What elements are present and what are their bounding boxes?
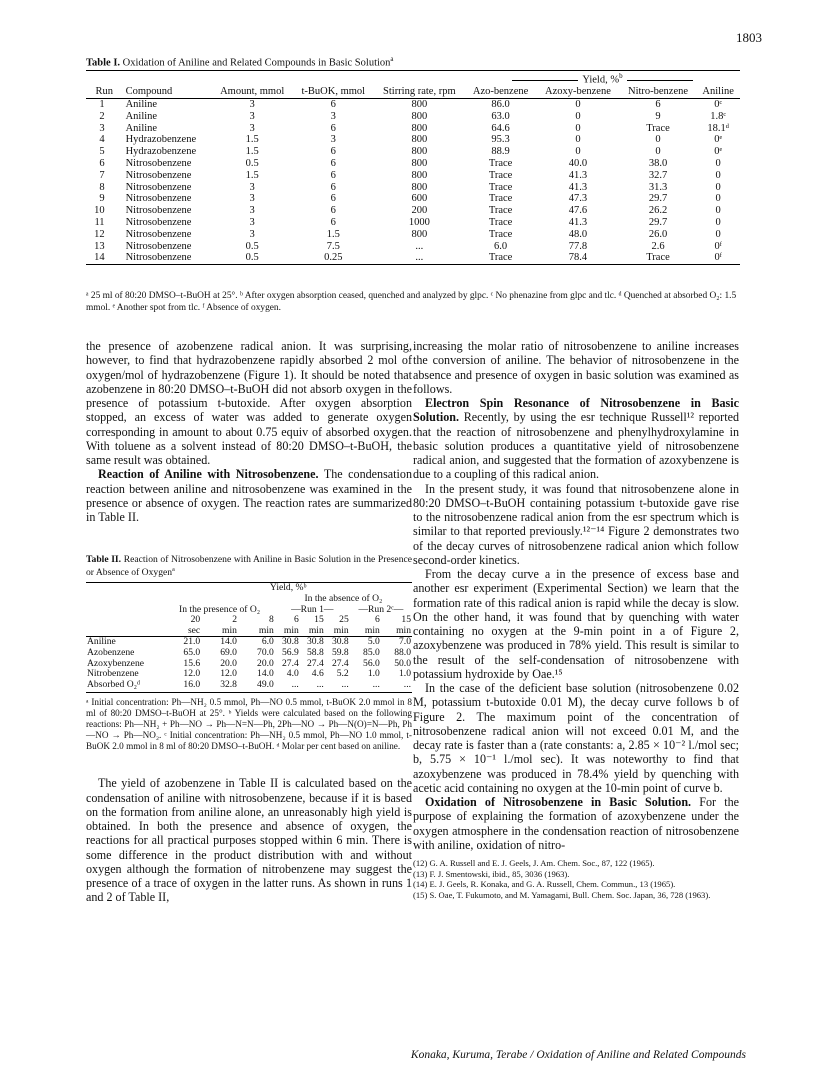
table-cell: 49.0: [257, 678, 274, 690]
table-cell: Hydrazobenzene: [125, 146, 197, 158]
right-paragraph-4: From the decay curve a in the presence of excess base and another esr experiment (Experimental Section) we learn that the formation rate of this radical anion is rapid while the decay is slow. On the other hand, it was found that by quenching with water containing no oxygen at the 9-min point in a of Figure 2, azoxybenzene was produced in 78% yield. This result is similar to the result of the self-condensation of nitrosobenzene with potassium hydroxide by Oae.¹⁵: [413, 567, 739, 681]
table2-run1-header: —Run 1—: [291, 603, 334, 615]
table-cell: Trace: [488, 217, 513, 229]
table-cell: ...: [403, 678, 411, 690]
table2-yield-header: Yield, %ᵇ: [269, 582, 307, 594]
table-cell: 41.3: [568, 181, 588, 193]
table-cell: 5.2: [336, 668, 349, 680]
table-cell: Absorbed O₂ᵈ: [87, 678, 140, 690]
table2-caption: Table II. Reaction of Nitrosobenzene with Aniline in Basic Solution in the Presence or Absence of Oxygen$^a$: [86, 554, 413, 579]
table2-footnotes: ᵃ Initial concentration: Ph—NH₂ 0.5 mmol, Ph—NO 0.5 mmol, t-BuOK 2.0 mmol in 8 ml of 80:20 DMSO–t-BuOH at 25°. ᵇ Yields were calculated based on the following reactions: Ph—NH₂ + Ph—NO → Ph—N=N—Ph, 2Ph—NO → Ph—N(O)=N—Ph, Ph—NO → Ph—NO₂. ᶜ Initial concentration: Ph—NH₂ 0.5 mmol, Ph—NO 1.0 mmol, t-BuOK 2.0 mmol in 8 ml of 80:20 DMSO–t-BuOH. ᵈ Molar per cent based on aniline.: [86, 697, 412, 751]
table-cell: 800: [411, 228, 428, 240]
table-cell: 4: [99, 134, 105, 146]
table-cell: 0: [575, 110, 581, 122]
table-cell: 1000: [408, 217, 430, 229]
table2-time: 6: [375, 614, 380, 626]
table-cell: Trace: [465, 252, 536, 264]
reference-item: (14) E. J. Geels, R. Konaka, and G. A. Russell, Chem. Commun., 13 (1965).: [413, 879, 676, 890]
references: [413, 858, 739, 900]
table-cell: 12.0: [183, 668, 201, 680]
table-cell: 800: [411, 99, 428, 111]
table2-time: 8: [269, 614, 274, 626]
table1-header: Compound: [123, 86, 212, 98]
table1-header: Stirring rate, rpm: [374, 86, 465, 98]
table-cell: 800: [411, 134, 428, 146]
page-footer: Konaka, Kuruma, Terabe / Oxidation of Aniline and Related Compounds: [410, 1049, 746, 1061]
table-cell: 58.8: [306, 647, 324, 658]
table-cell: 6: [330, 181, 336, 193]
table-cell: Trace: [488, 158, 513, 170]
table-cell: 20.0: [257, 657, 274, 669]
table-cell: 47.6: [568, 205, 588, 217]
table-cell: 5.0: [367, 636, 380, 648]
table-row: [86, 229, 740, 241]
table-cell: 0: [715, 169, 721, 181]
table-cell: 47.3: [568, 193, 588, 205]
table-cell: 0: [715, 228, 721, 240]
table-cell: 15.6: [183, 657, 201, 669]
table-cell: 3: [249, 122, 255, 134]
table-cell: 27.4: [331, 657, 349, 669]
table-cell: 0: [575, 134, 581, 146]
table-cell: 6: [330, 205, 336, 217]
table-row: [86, 170, 740, 182]
table-cell: 3: [99, 122, 105, 134]
table-cell: 50.0: [394, 657, 411, 669]
table-cell: 0: [715, 205, 721, 217]
table-cell: 3: [249, 99, 255, 111]
table-cell: 13: [94, 240, 105, 252]
table-cell: Nitrosobenzene: [125, 181, 192, 193]
table-cell: 32.8: [220, 678, 237, 690]
table-cell: 64.6: [491, 122, 510, 134]
table-cell: 32.7: [648, 169, 668, 181]
table-cell: 14: [86, 252, 123, 264]
table2-time: 6: [294, 614, 299, 626]
table-cell: 6: [330, 158, 336, 170]
table-cell: Azobenzene: [87, 647, 135, 658]
table-cell: ...: [372, 678, 380, 690]
left-paragraph-2: Reaction of Aniline with Nitrosobenzene. The condensation reaction between aniline and nitrosobenzene was examined in the presence or absence of oxygen. The reaction rates are summarized in Table II.: [86, 467, 412, 524]
table1-header: t-BuOK, mmol: [293, 86, 374, 98]
table-cell: 800: [411, 146, 428, 158]
reference-item: (12) G. A. Russell and E. J. Geels, J. Am. Chem. Soc., 87, 122 (1965).: [413, 858, 655, 868]
table2-unit: min: [308, 624, 324, 636]
reference-item: (15) S. Oae, T. Fukumoto, and M. Yamagami, Bull. Chem. Soc. Japan, 36, 728 (1963).: [413, 889, 711, 900]
table-cell: 0ᵉ: [714, 134, 723, 146]
table1-header: Nitro-benzene: [620, 86, 697, 98]
table2-time: 2: [232, 614, 237, 626]
table-cell: 30.8: [282, 636, 299, 648]
table-cell: 0: [715, 217, 721, 229]
table-cell: 3: [249, 228, 255, 240]
table-cell: 0ᶠ: [696, 252, 740, 264]
table-cell: 40.0: [568, 158, 588, 170]
table-cell: 0ᶜ: [714, 99, 723, 111]
table-cell: 27.4: [282, 657, 299, 669]
table-cell: 3: [249, 110, 255, 122]
section-heading-esr: Electron Spin Resonance of Nitrosobenzene in Basic Solution.: [413, 396, 739, 425]
left-column: [86, 339, 412, 905]
table-row: [86, 193, 740, 205]
table-cell: 5: [99, 146, 105, 158]
table-cell: 0.5: [245, 240, 259, 252]
table2-unit: sec: [187, 624, 201, 636]
table1-footnotes: ᵃ 25 ml of 80:20 DMSO–t-BuOH at 25°. ᵇ After oxygen absorption ceased, quenched and analyzed by glpc. ᶜ No phenazine from glpc and tlc. ᵈ Quenched at absorbed O₂: 1.5 mmol. ᵉ Another spot from tlc. ᶠ Absence of oxygen.: [86, 291, 737, 313]
table-row: [86, 146, 740, 158]
table-cell: 0ᶠ: [714, 240, 722, 252]
table-cell: 0: [575, 122, 581, 134]
table-cell: 1.5: [326, 228, 340, 240]
table1-yield-header: Yield, %$^b$: [465, 71, 740, 87]
table-cell: 1.5: [245, 146, 259, 158]
table-cell: Nitrosobenzene: [125, 169, 192, 181]
table-cell: 0.5: [245, 158, 259, 170]
table-cell: 14.0: [220, 636, 237, 648]
table2-time: 25: [339, 614, 349, 626]
table-cell: ...: [374, 252, 465, 264]
table-cell: 95.3: [491, 134, 510, 146]
table-cell: Trace: [620, 252, 697, 264]
table-row: [86, 123, 740, 135]
right-paragraph-6: Oxidation of Nitrosobenzene in Basic Solution. For the purpose of explaining the formation of azoxybenzene under the oxygen atmosphere in the condensation reaction of nitrosobenzene with aniline, oxidation of nitro-: [413, 795, 739, 852]
table-cell: 12.0: [220, 668, 237, 680]
table-row: [86, 158, 740, 170]
table-cell: 6: [330, 146, 336, 158]
table-cell: 7.0: [399, 636, 411, 648]
table-cell: Trace: [488, 228, 513, 240]
table-cell: 0: [575, 146, 581, 158]
table-cell: 0: [715, 193, 721, 205]
table-cell: Aniline: [125, 122, 158, 134]
table-cell: Nitrosobenzene: [125, 217, 192, 229]
table-cell: 0ᵉ: [714, 146, 723, 158]
page-number: 1803: [736, 30, 762, 45]
table-cell: Nitrosobenzene: [123, 252, 212, 264]
table-cell: Trace: [488, 169, 513, 181]
table-cell: 88.9: [491, 146, 510, 158]
table1-header: Azo-benzene: [465, 86, 536, 98]
table-cell: 63.0: [491, 110, 510, 122]
table2-caption-label: Table II.: [86, 554, 122, 566]
table2-presence-header: In the presence of O₂: [179, 603, 261, 615]
right-column: [413, 339, 739, 900]
table-row: [86, 182, 740, 194]
table-cell: 16.0: [183, 678, 201, 690]
table-cell: 6: [330, 217, 336, 229]
table-cell: 30.8: [306, 636, 324, 648]
table-cell: 3: [330, 134, 336, 146]
table-cell: 6: [330, 99, 336, 111]
right-paragraph-2: Electron Spin Resonance of Nitrosobenzene in Basic Solution. Recently, by using the esr technique Russell¹² reported that the reaction of nitrosobenzene and phenylhydroxylamine in basic solution produces a quantitative yield of nitrosobenzene radical anion, and suggested that the formation of azoxybenzene is due to a coupling of this radical anion.: [413, 396, 739, 482]
table-row: [86, 99, 740, 111]
table2-time: 15: [401, 614, 411, 626]
table-cell: 200: [411, 205, 428, 217]
table-row: [86, 241, 740, 253]
table-cell: 88.0: [394, 647, 411, 658]
table2-run2-header: —Run 2ᶜ—: [358, 603, 404, 615]
table-cell: 800: [411, 158, 428, 170]
table-cell: 18.1ᵈ: [707, 122, 729, 134]
table-cell: 7.5: [326, 240, 340, 252]
table-row: [86, 217, 740, 229]
table-cell: 2.6: [651, 240, 665, 252]
table-cell: 3: [249, 193, 255, 205]
table-cell: 6: [330, 169, 336, 181]
table-cell: 1.5: [245, 134, 259, 146]
table2-unit: min: [396, 624, 411, 636]
table-cell: Azoxybenzene: [87, 657, 145, 669]
table2-unit: min: [333, 624, 349, 636]
table-row: [86, 680, 412, 691]
table-cell: 4.6: [311, 668, 324, 680]
table-cell: 11: [94, 217, 105, 229]
table1-header: Amount, mmol: [211, 86, 292, 98]
table-cell: 3: [249, 205, 255, 217]
table-cell: 0: [655, 146, 661, 158]
table-cell: Nitrosobenzene: [125, 158, 192, 170]
table-cell: 26.0: [648, 228, 668, 240]
table2-time: 20: [190, 614, 201, 626]
table-cell: Aniline: [125, 110, 158, 122]
table-cell: 9: [99, 193, 105, 205]
table-cell: 6: [330, 122, 336, 134]
table-cell: ...: [341, 678, 349, 690]
table-cell: 3: [249, 181, 255, 193]
table-cell: 800: [411, 110, 428, 122]
table-cell: 3: [249, 217, 255, 229]
table-cell: Aniline: [87, 636, 116, 648]
table-cell: Aniline: [125, 99, 158, 111]
table-cell: 38.0: [648, 158, 668, 170]
table-cell: 86.0: [491, 99, 510, 111]
right-paragraph-5: In the case of the deficient base solution (nitrosobenzene 0.02 M, potassium t-butoxide 0.01 M), the decay curve follows b of Figure 2. The maximum point of the concentration of nitrosobenzene radical anion will not exceed 0.01 M, and the decay rate is faster than a (rate constants: a, 2.85 × 10⁻² l./mol sec; b, 5.75 × 10⁻¹ l./mol sec). It was noteworthy to find that azoxybenzene was produced in 78.4% yield by quenching with acetic acid containing no oxygen at the 10-min point of curve b.: [413, 681, 739, 795]
table-row: [86, 252, 740, 264]
table1-caption: [86, 55, 394, 69]
table-cell: Trace: [488, 193, 513, 205]
table-cell: 31.3: [648, 181, 668, 193]
table-cell: 600: [411, 193, 428, 205]
table-row: [86, 205, 740, 217]
table-cell: 29.7: [648, 217, 668, 229]
table-cell: 14.0: [257, 668, 274, 680]
table-cell: 41.3: [568, 217, 588, 229]
table-cell: 48.0: [568, 228, 588, 240]
table2-caption-text: Reaction of Nitrosobenzene with Aniline in Basic Solution in the Presence or Absence of Oxygen: [86, 554, 413, 579]
table-cell: 0.25: [293, 252, 374, 264]
table-cell: 30.8: [331, 636, 349, 648]
table-row: [86, 111, 740, 123]
table-cell: 26.2: [648, 205, 668, 217]
table-cell: 800: [411, 122, 428, 134]
table1-header: Aniline: [696, 86, 740, 98]
table-cell: Trace: [646, 122, 670, 134]
table-cell: 41.3: [568, 169, 588, 181]
table-cell: Trace: [488, 205, 513, 217]
table-cell: 56.0: [363, 657, 380, 669]
table-cell: 800: [411, 181, 428, 193]
table-cell: 1.0: [367, 668, 380, 680]
table-cell: 29.7: [648, 193, 668, 205]
table-cell: 21.0: [183, 636, 201, 648]
table-cell: Hydrazobenzene: [125, 134, 197, 146]
table-cell: 8: [99, 181, 105, 193]
table-cell: 0: [715, 181, 721, 193]
table-cell: 1.0: [399, 668, 411, 680]
table1-caption-label: Table I.: [86, 57, 121, 69]
table-cell: Nitrosobenzene: [125, 205, 192, 217]
table1-caption-text: Oxidation of Aniline and Related Compounds in Basic Solution: [122, 57, 391, 69]
table-row: [86, 134, 740, 146]
table-cell: 0: [575, 99, 581, 111]
table1: [86, 70, 740, 265]
table-cell: 6: [655, 99, 661, 111]
table-cell: Nitrobenzene: [87, 668, 139, 680]
section-heading-aniline-nitroso: Reaction of Aniline with Nitrosobenzene.: [98, 467, 319, 482]
left-paragraph-1: the presence of azobenzene radical anion. It was surprising, however, to find that hydrazobenzene rapidly absorbed 2 mol of oxygen/mol of hydrazobenzene (Figure 1). It should be noted that azobenzene in 80:20 DMSO–t-BuOH did not absorb oxygen in the presence of potassium t-butoxide. After oxygen absorption stopped, an excess of water was added to generate oxygen corresponding in amount to about 0.75 equiv of absorbed oxygen. With toluene as a solvent instead of 80:20 DMSO–t-BuOH, the same result was obtained.: [86, 339, 412, 467]
table-cell: 0.5: [211, 252, 292, 264]
table2: [86, 582, 412, 690]
table-cell: 4.0: [286, 668, 299, 680]
reference-item: (13) F. J. Smentowski, ibid., 85, 3036 (1963).: [413, 868, 570, 879]
table-cell: 85.0: [363, 647, 380, 658]
table-cell: 1.5: [245, 169, 259, 181]
table-cell: Trace: [488, 181, 513, 193]
table-cell: 800: [411, 169, 428, 181]
table-cell: 1.8ᶜ: [710, 110, 727, 122]
table-cell: Nitrosobenzene: [125, 228, 192, 240]
table1-header: Run: [86, 86, 123, 98]
table-cell: 65.0: [183, 647, 201, 658]
table2-unit: min: [283, 624, 299, 636]
table-cell: ...: [291, 678, 299, 690]
right-paragraph-3: In the present study, it was found that nitrosobenzene alone in 80:20 DMSO–t-BuOH containing potassium t-butoxide gave rise to the nitrosobenzene radical anion from the esr spectrum which is similar to that reported previously.¹²⁻¹⁴ Figure 2 demonstrates two of the decay curves of nitrosobenzene radical anion which follow second-order kinetics.: [413, 481, 739, 567]
table-cell: ...: [316, 678, 324, 690]
table-cell: 6: [99, 158, 105, 170]
table1-header: Azoxy-benzene: [536, 86, 619, 98]
table-cell: 78.4: [536, 252, 619, 264]
right-paragraph-1: increasing the molar ratio of nitrosobenzene to aniline increases the conversion of aniline. The behavior of nitrosobenzene in the absence and presence of oxygen in basic solution was examined as follows.: [413, 339, 739, 396]
table-cell: 2: [99, 110, 105, 122]
table-cell: 77.8: [568, 240, 588, 252]
table-cell: 6: [330, 193, 336, 205]
table-cell: 7: [99, 169, 105, 181]
table-cell: 6.0: [494, 240, 508, 252]
table2-unit: min: [364, 624, 380, 636]
table-cell: 0: [655, 134, 661, 146]
table-cell: 59.8: [331, 647, 349, 658]
table-cell: 1: [99, 99, 105, 111]
table-cell: Nitrosobenzene: [125, 240, 192, 252]
table-cell: 0: [715, 158, 721, 170]
table1-caption-mark: a: [390, 55, 394, 63]
left-paragraph-3: The yield of azobenzene in Table II is calculated based on the condensation of aniline with nitrosobenzene, because if it is based on the formation from aniline alone, an unreasonably high yield is obtained. In both the presence and absence of oxygen, the reactions for all practical purposes stopped within 6 min. There is some difference in the product distribution with and without oxygen although the formation of nitrobenzene may suggest the presence of a trace of oxygen in the latter runs. As shown in runs 1 and 2 of Table II,: [86, 776, 412, 905]
section-heading-oxidation: Oxidation of Nitrosobenzene in Basic Solution.: [425, 795, 692, 809]
table-cell: 10: [94, 205, 105, 217]
table-cell: 12: [94, 228, 105, 240]
table-cell: 3: [330, 110, 336, 122]
table-cell: 70.0: [257, 647, 274, 658]
table-cell: 27.4: [306, 657, 324, 669]
table2-time: 15: [314, 614, 324, 626]
table2-unit: min: [258, 624, 274, 636]
table2-unit: min: [222, 624, 237, 636]
table-cell: 56.9: [282, 647, 299, 658]
table-cell: ...: [415, 240, 424, 252]
table-cell: 20.0: [220, 657, 237, 669]
table-cell: 9: [655, 110, 661, 122]
table-cell: Nitrosobenzene: [125, 193, 192, 205]
table2-absence-header: In the absence of O₂: [304, 593, 383, 605]
table-cell: 69.0: [220, 647, 237, 658]
table-cell: 6.0: [261, 636, 274, 648]
table-row: [86, 648, 412, 659]
